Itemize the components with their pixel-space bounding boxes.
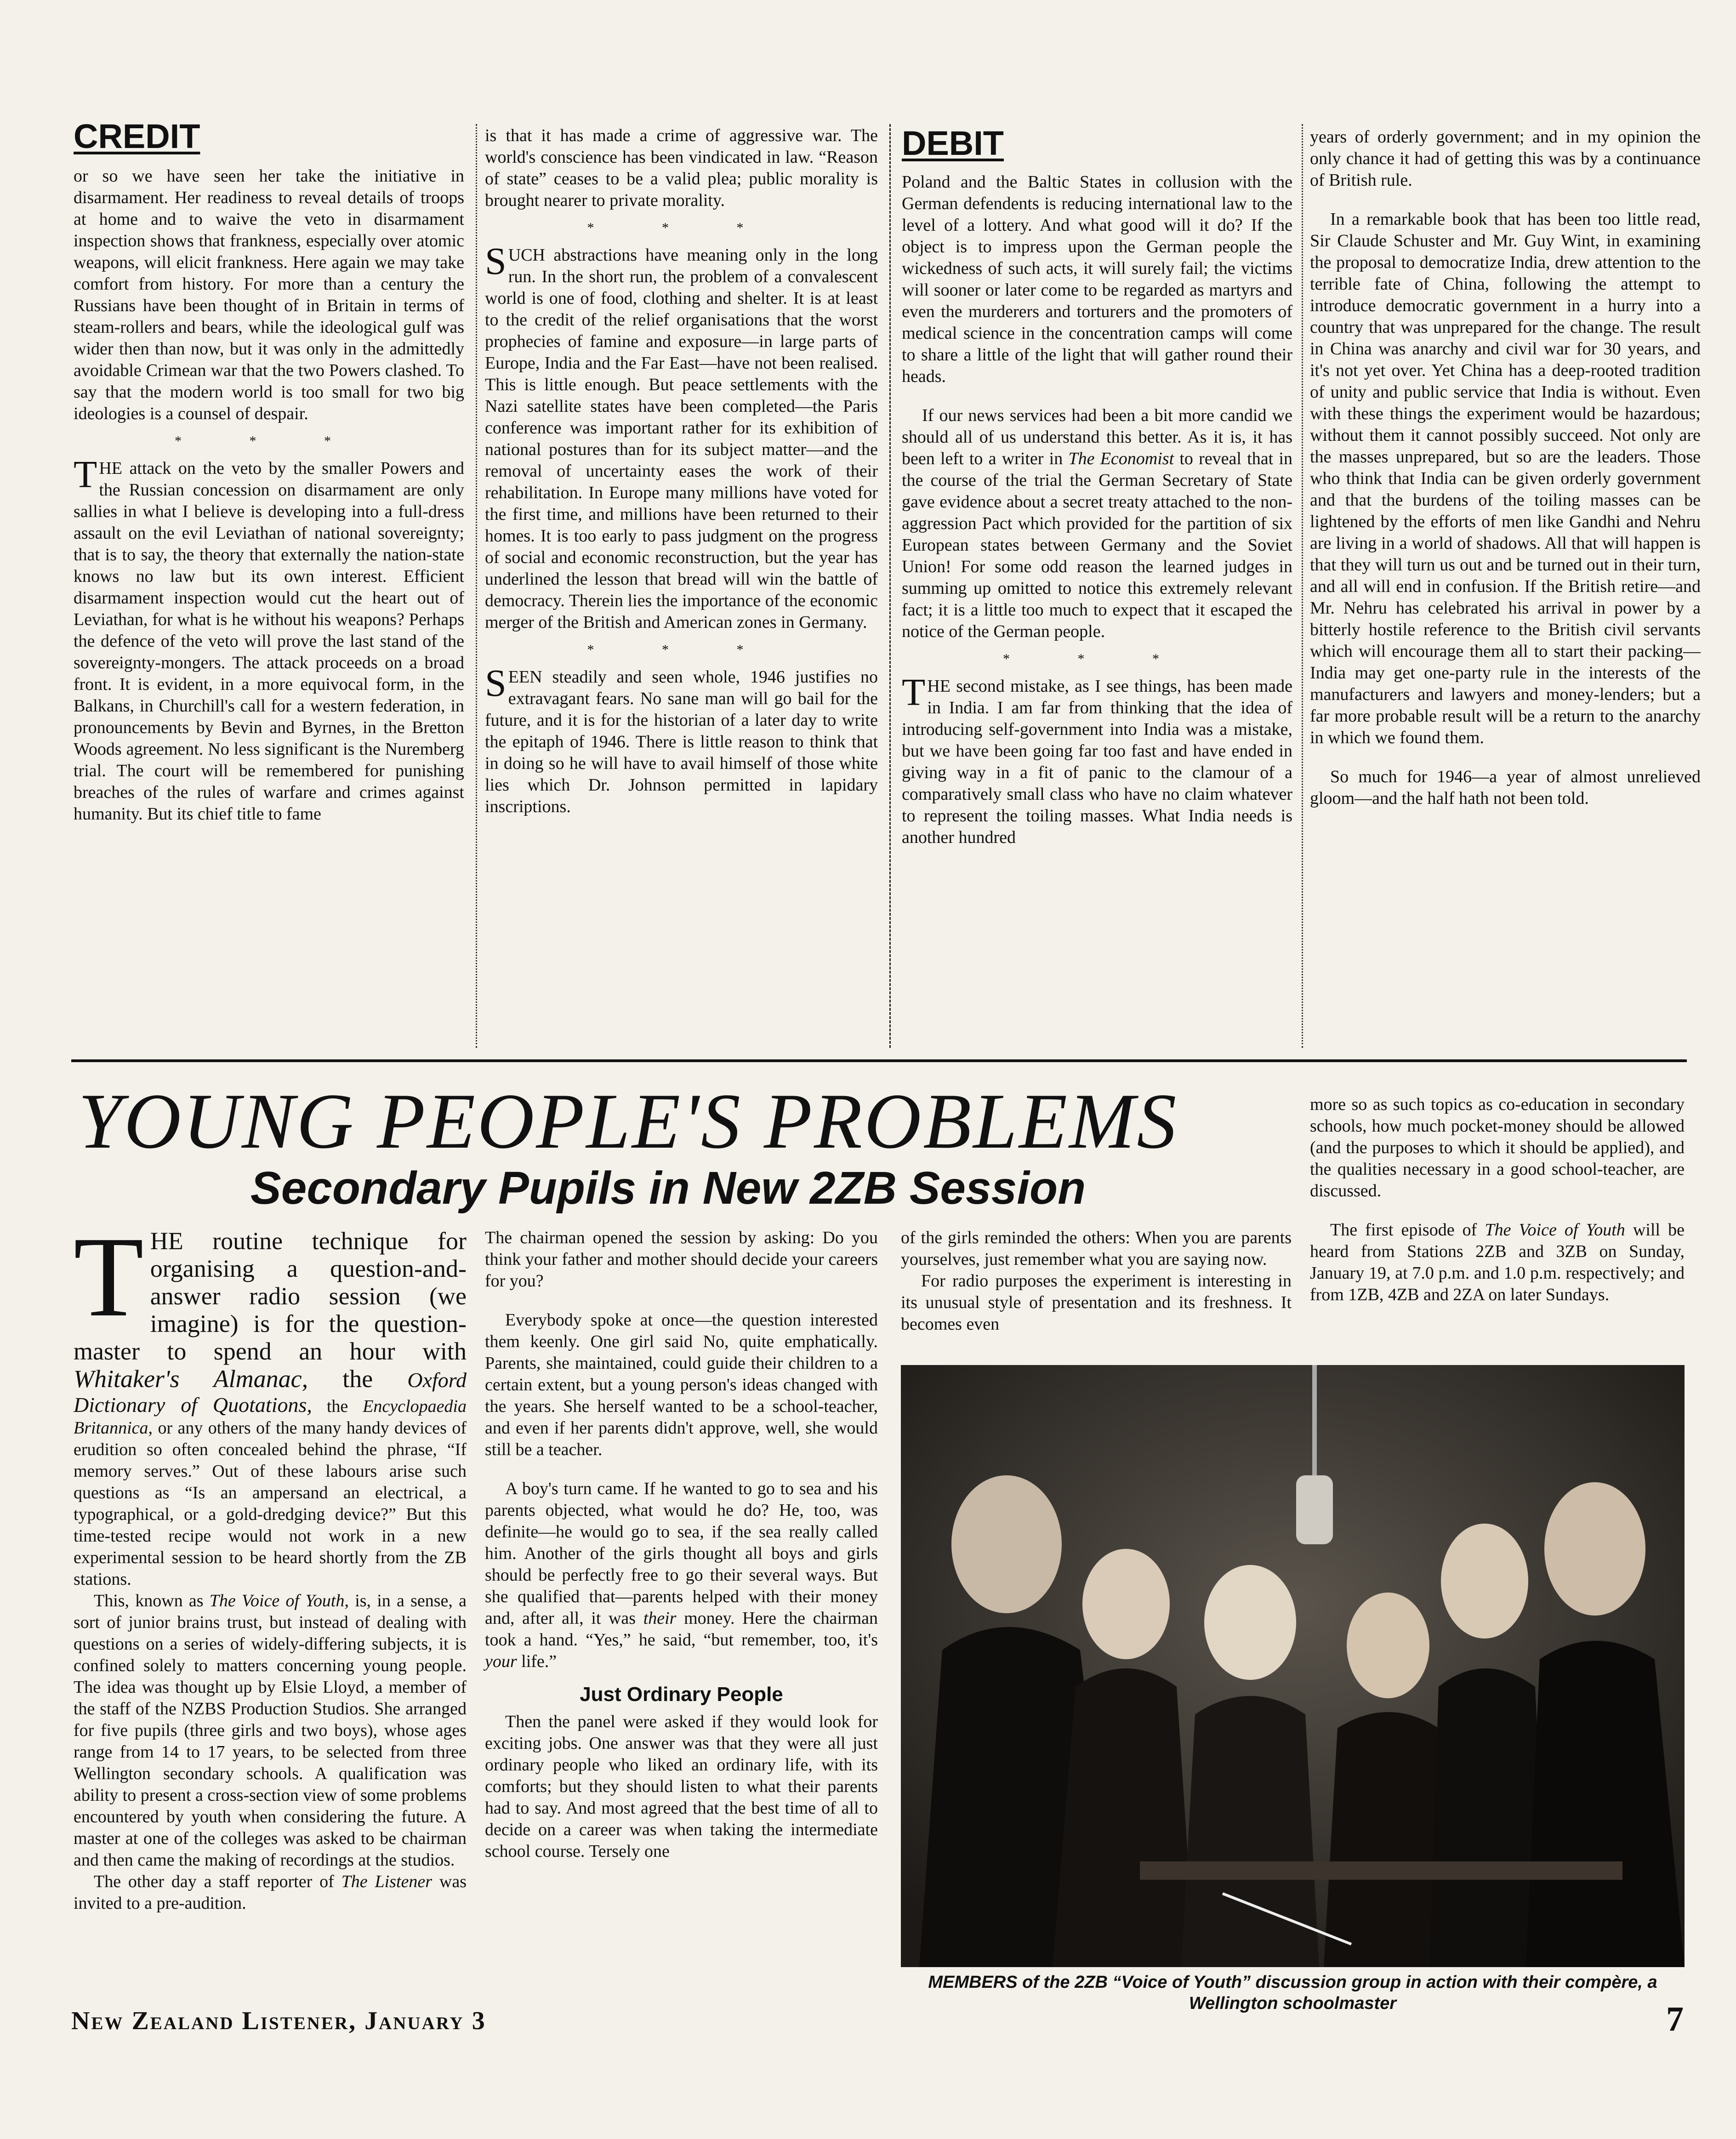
section-break-stars: * * * xyxy=(1003,651,1191,666)
section-break-stars: * * * xyxy=(175,433,363,449)
section-break-stars: * * * xyxy=(587,642,776,657)
debit-paragraph: THE second mistake, as I see things, has been made in India. I am far from thinking that the idea of introducing self-government into India was a mistake, but we have been going far too fast and have ended in giving way in a fit of panic to the clamour of a comparatively small class who have no claim whatever to represent the toiling masses. What India needs is another hundred xyxy=(902,671,1292,847)
debit-paragraph: In a remarkable book that has been too little read, Sir Claude Schuster and Mr. Guy Wint, in examining the proposal to democratize India, drew attention to the terrible fate of China, following the attempt to introduce democratic government in a hurry into a country that was unprepared for the change. The result in China was anarchy and civil war for 30 years, and it's not yet over. Yet China has a deep-rooted tradition of unity and public service that India is without. Even with these things the experiment would be hazardous; without them it cannot possibly succeed. Not only are the masses unprepared, but so are the leaders. Those who think that India can be given orderly government and that the burdens of the toiling masses can be lightened by the efforts of men like Gandhi and Nehru are living in a world of shadows. All that will happen is that they will turn us out and be turned out in their turn, and all will end in confusion. If the British retire—and Mr. Nehru has celebrated his arrival in power by a bitterly hostile reference to the British civil servants which will encourage them all to start their packing—India may get one-party rule in the interests of the manufacturers and lawyers and money-lenders; but a far more probable result will be a return to the anarchy in which we found them. xyxy=(1310,210,1701,747)
column-divider xyxy=(476,124,477,1048)
feature-paragraph: Then the panel were asked if they would look for exciting jobs. One answer was that they were all just ordinary people who liked an ordinary life, with its comforts; but they should listen to what their parents had to say. And most agreed that the best time of all to decide on a career was when taking the intermediate school course. Tersely one xyxy=(485,1712,878,1861)
drop-cap: T xyxy=(902,671,926,714)
credit-heading: CREDIT xyxy=(74,117,200,155)
feature-column-1 xyxy=(74,1213,467,1914)
credit-paragraph: or so we have seen her take the initiative in disarmament. Her readiness to reveal details of troops at home and to waive the veto in disarmament inspection shows that frankness, especially over atomic weapons, will elicit frankness. Here again we may take comfort from history. For more than a century the Russians have been thought of in Britain in terms of steam-rollers and bears, while the ideological gulf was wider then than now, but it was only in the admittedly avoidable Crimean war that the two Powers clashed. To say that the modern world is too small for two big ideologies is a counsel of despair. xyxy=(74,166,464,423)
publication-footer: New Zealand Listener, January 3 xyxy=(71,2007,486,2035)
feature-paragraph: The chairman opened the session by asking: Do you think your father and mother should decide your careers for you? xyxy=(485,1228,878,1291)
credit-paragraph: SUCH abstractions have meaning only in the long run. In the short run, the problem of a convalescent world is one of food, clothing and shelter. It is at least to the credit of the relief organisations that the worst prophecies of famine and exposure—in large parts of Europe, India and the Far East—have not been realised. This is little enough. But peace settlements with the Nazi satellite states have been completed—the Paris conference was important rather for its exhibition of national postures than for its subject matter—and the removal of uncertainty eases the work of their rehabilitation. In Europe many millions have voted for the first time, and millions have been returned to their homes. It is too early to pass judgment on the progress of social and economic reconstruction, but the year has underlined the lesson that bread will win the battle of democracy. Therein lies the importance of the economic merger of the British and American zones in Germany. xyxy=(485,240,878,632)
feature-lead-paragraph: THE routine technique for organising a question-and-answer radio session (we imagine) is for the question-master to spend an hour with Whitaker's Almanac, the Oxford Dictionary of Quotations, the Encyclopaedia Britannica, or any others of the many handy devices of erudition so often concealed behind the phrase, “If memory serves.” Out of these labours arise such questions as “Is an ampersand an electrical, a typographical, or a gold-dredging device?” But this time-tested recipe would not work in a new experimental session to be heard shortly from the ZB stations. xyxy=(74,1213,467,1589)
credit-column-1 xyxy=(74,119,464,825)
debit-heading: DEBIT xyxy=(902,124,1004,162)
photo-caption: MEMBERS of the 2ZB “Voice of Youth” discussion group in action with their compère, a Wellington schoolmaster xyxy=(928,1973,1657,2013)
debit-column-4 xyxy=(1310,126,1701,809)
drop-cap: T xyxy=(74,1213,144,1341)
section-divider xyxy=(71,1059,1687,1062)
feature-column-4 xyxy=(1310,1094,1685,1306)
drop-cap: T xyxy=(74,453,97,496)
debit-paragraph: If our news services had been a bit more candid we should all of us understand this better. As it is, it has been left to a writer in The Economist to reveal that in the course of the trial the German Secretary of State gave evidence about a secret treaty attached to the non-aggression Pact which provided for the partition of six European states between Germany and the Soviet Union! For some odd reason the learned judges in summing up omitted to notice this extremely relevant fact; it is a little too much to expect that it escaped the notice of the German people. xyxy=(902,406,1292,641)
column-divider xyxy=(889,124,891,1048)
debit-paragraph: Poland and the Baltic States in collusion with the German defendents is reducing international law to the level of a lottery. And what good will it do? If the object is to impress upon the German people the wickedness of such acts, it will surely fail; the victims will sooner or later come to be regarded as martyrs and even the murderers and torturers and the promoters of medical science in the concentration camps will come to share a little of the light that will gather round their heads. xyxy=(902,172,1292,386)
feature-column-3 xyxy=(901,1227,1292,1335)
column-divider xyxy=(1302,124,1303,1048)
debit-paragraph: So much for 1946—a year of almost unrelieved gloom—and the half hath not been told. xyxy=(1310,767,1701,808)
feature-paragraph: This, known as The Voice of Youth, is, in a sense, a sort of junior brains trust, but instead of dealing with questions on a series of widely-differing subjects, it is confined solely to matters concerning young people. The idea was thought up by Elsie Lloyd, a member of the staff of the NZBS Production Studios. She arranged for five pupils (three girls and two boys), whose ages range from 14 to 17 years, to be selected from three Wellington secondary schools. A qualification was ability to present a cross-section view of some problems encountered by youth when considering the future. A master at one of the colleges was asked to be chairman and then came the making of recordings at the studios. xyxy=(74,1591,467,1870)
section-break-stars: * * * xyxy=(587,220,776,235)
credit-paragraph: THE attack on the veto by the smaller Powers and the Russian concession on disarmament are only sallies in what I believe is developing into a full-dress assault on the evil Leviathan of national sovereignty; that is to say, the theory that externally the nation-state knows no law but its own interest. Efficient disarmament inspection would cut the heart out of Leviathan, for what is he without his weapons? Perhaps the defence of the veto will prove the last stand of the sovereignty-mongers. The attack proceeds on a broad front. It is evident, in a more equivocal form, in the Balkans, in Churchill's call for a western federation, in pronouncements by Bevin and Byrnes, in the Bretton Woods agreement. No less significant is the Nuremberg trial. The court will be remembered for punishing breaches of the rules of warfare and crimes against humanity. But its chief title to fame xyxy=(74,453,464,824)
feature-paragraph: more so as such topics as co-education in secondary schools, how much pocket-money should be allowed (and the purposes to which it should be applied), and the qualities necessary in a good school-teacher, are discussed. xyxy=(1310,1095,1685,1200)
feature-column-2 xyxy=(485,1227,878,1862)
feature-paragraph: The first episode of The Voice of Youth will be heard from Stations 2ZB and 3ZB on Sunday, January 19, at 7.0 p.m. and 1.0 p.m. respectively; and from 1ZB, 4ZB and 2ZA on later Sundays. xyxy=(1310,1220,1685,1304)
discussion-group-photo xyxy=(901,1365,1685,1967)
feature-paragraph: A boy's turn came. If he wanted to go to sea and his parents objected, what would he do? He, too, was definite—he would go to sea, if the sea really called him. Another of the girls thought all boys and girls should be perfectly free to go their several ways. But she qualified that—parents helped with their money and, after all, it was their money. Here the chairman took a hand. “Yes,” he said, “but remember, too, it's your life.” xyxy=(485,1479,878,1671)
photo-illustration xyxy=(901,1365,1685,1967)
feature-paragraph: Everybody spoke at once—the question interested them keenly. One girl said No, quite emphatically. Parents, she maintained, could guide their children to a certain extent, but a young person's ideas changed with the years. She herself wanted to be a school-teacher, and even if her parents didn't approve, well, she would still be a teacher. xyxy=(485,1310,878,1459)
drop-cap: S xyxy=(485,662,507,705)
feature-headline: YOUNG PEOPLE'S PROBLEMS xyxy=(78,1078,1178,1165)
credit-paragraph: SEEN steadily and seen whole, 1946 justifies no extravagant fears. No sane man will go bail for the future, and it is for the historian of a later day to write the epitaph of 1946. There is little reason to think that in doing so he will have to avail himself of those white lies which Dr. Johnson permitted in lapidary inscriptions. xyxy=(485,662,878,816)
page-number: 7 xyxy=(1666,2000,1684,2038)
feature-paragraph: of the girls reminded the others: When you are parents yourselves, just remember what you are saying now. xyxy=(901,1228,1292,1269)
debit-paragraph: years of orderly government; and in my opinion the only chance it had of getting this was by a continuance of British rule. xyxy=(1310,127,1701,190)
feature-subsection-heading: Just Ordinary People xyxy=(580,1683,783,1706)
debit-column-3 xyxy=(902,126,1292,848)
credit-column-2 xyxy=(485,125,878,818)
feature-paragraph: For radio purposes the experiment is interesting in its unusual style of presentation and its freshness. It becomes even xyxy=(901,1271,1292,1334)
feature-subheadline: Secondary Pupils in New 2ZB Session xyxy=(250,1162,1086,1214)
credit-paragraph: is that it has made a crime of aggressive war. The world's conscience has been vindicated in law. “Reason of state” ceases to be a valid plea; public morality is brought nearer to private morality. xyxy=(485,126,878,210)
feature-paragraph: The other day a staff reporter of The Listener was invited to a pre-audition. xyxy=(74,1872,467,1913)
drop-cap: S xyxy=(485,240,507,283)
